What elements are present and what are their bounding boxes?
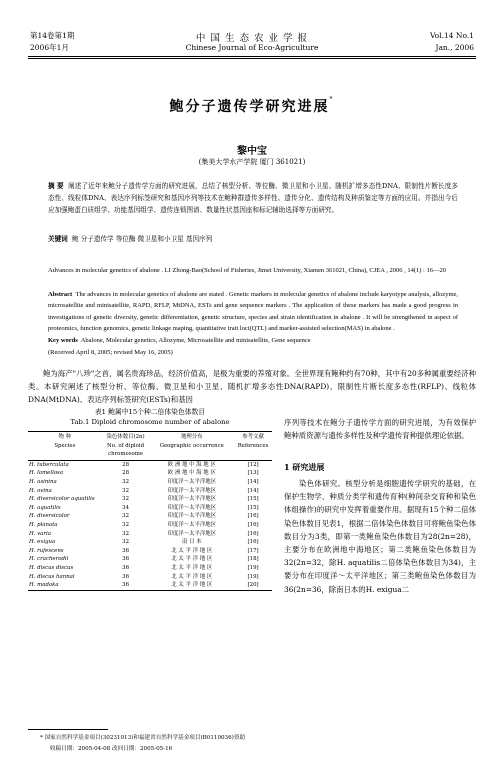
table-row: H. varia 32 印度洋～太平洋地区 [16]: [29, 530, 259, 537]
footnote-rule: [28, 729, 108, 730]
table-header-row: [28, 432, 272, 461]
header-rule-2: [28, 58, 476, 59]
chromosome-table: [28, 431, 272, 591]
keywords-en: [48, 335, 458, 346]
abstract-en-text: The advances in molecular genetics of abalone are stated . Genetic markers in molecular genetics of abalone include karyotype analysis, allozyme, microsatellite and minisatellite, RAPD, RFLP, MtDNA, ESTs and gene sequence markers . The application of these markers has made a good progress in investigations of genetic diversity, genetic differentiation, genetic structure, species and strain identification in abalone . It will be strengthened in aspect of proteomics, function genomics, genetic linkage maping, quantitative trait loci(QTL) and marker-assisted selection(MAS) in abalone .: [48, 291, 459, 333]
col-geography: 地理分布 Geographic occurrence: [149, 432, 234, 461]
abstract-cn-text: 阐述了近年来鲍分子遗传学方面的研究进展，总结了核型分析、等位酶、微卫星和小卫星、随机扩增多态性DNA、限制性片断长度多态性、线粒体DNA、表达序列标签研究和基因序列等技术在鲍种群遗传多样性、遗传分化、遗传结构及种质鉴定等方面的应用。并指出今后应加强鲍蛋白质组学、功能基因组学、遗传连锁图谱、数量性状基因座和标记辅助选择等方面研究。: [48, 182, 458, 214]
keywords-en-text: Abalone, Molecular genetics, Allozyme, Microsatellite and minisatellite, Gene sequence: [80, 337, 311, 344]
footnote-funding: * 国家自然科学基金项目(30231013)和福建省自然科学基金项目(B0110036)资助: [40, 735, 246, 741]
table-caption-cn: 表1 鲍属中15个种二倍体染色体数目: [94, 408, 206, 416]
footnote-dates: 收稿日期：2005-04-08 改回日期：2005-05-16: [50, 746, 173, 752]
table-row: H. discus discus 36 北 太 平 洋 地 区 [19]: [29, 564, 259, 571]
table-row: H. madaka 36 北 太 平 洋 地 区 [20]: [28, 581, 272, 590]
col-references: 参考文献 References: [234, 432, 272, 461]
table-row: H. tuberculata 28 欧 洲 地 中 海 地 区 [12]: [29, 461, 259, 468]
table-row: H. aquatilis 34 印度洋～太平洋地区 [15]: [29, 504, 259, 511]
keywords-cn-label: 关键词: [48, 235, 68, 243]
table-row: H. exigua 32 南 日 本 [16]: [29, 539, 259, 546]
keywords-en-label: Key words: [48, 337, 78, 344]
table-row: H. ovina 32 印度洋～太平洋地区 [14]: [29, 487, 259, 494]
table-row: H. lamellosa 28 欧 洲 地 中 海 地 区 [13]: [29, 470, 259, 477]
table-row: H. cracherodii 36 北 太 平 洋 地 区 [18]: [29, 556, 259, 563]
volume-issue-en: Vol.14 No.1: [429, 31, 474, 40]
col-species: 物 种 Species: [28, 432, 102, 461]
intro-paragraph: 鲍为海产"八珍"之首，属名贵海珍品，经济价值高，是极为重要的养殖对象。全世界现有鲍种约有70种，其中有20多种属重要经济种类。本研究阐述了核型分析、等位酶、微卫星和小卫星、随机扩增多态性DNA(RAPD)、限制性片断长度多态性(RFLP)、线粒体DNA(MtDNA)、表达序列标签研究(ESTs)和基因: [28, 369, 476, 405]
date-cn: 2006年1月: [30, 43, 69, 52]
journal-title-en: Chinese Journal of Eco-Agriculture: [185, 43, 319, 52]
abstract-en: [48, 289, 458, 335]
paper-title: [0, 96, 504, 116]
keywords-cn: [48, 234, 458, 246]
table-row: H. planata 32 印度洋～太平洋地区 [16]: [29, 521, 259, 528]
section-1-text: 染色体研究。核型分析是细胞遗传学研究的基础，在保护生物学、种质分类学和遗传育种(种间杂交育种和染色体组操作)的研究中发挥着重要作用。据现有15个种二倍体染色体数目见表1，根据二倍体染色体数目可将鲍鱼染色体数目分为3类，即第一类鲍鱼染色体数目为28(2n=28)，主要分布在欧洲地中海地区；第二类鲍鱼染色体数目为32(2n=32，除H. aquatilis二倍体染色体数目为34)，主要分布在印度洋～太平洋地区；第三类鲍鱼染色体数目为36(2n=36，除南日本的H. exigua二: [284, 479, 476, 594]
title-footnote-mark: *: [329, 96, 335, 103]
keywords-cn-text: 鲍 分子遗传学 等位酶 微卫星和小卫星 基因序列: [71, 235, 213, 243]
right-column-continuation: 序列等技术在鲍分子遗传学方面的研究进展，为有效保护鲍种质资源与遗传多样性及种学遗传育种提供理论依据。: [284, 418, 476, 441]
section-heading-1: 1 研究进展: [284, 462, 325, 472]
title-text: 鲍分子遗传学研究进展: [169, 99, 330, 115]
table-row: H. rufescens 36 北 太 平 洋 地 区 [17]: [29, 547, 259, 554]
abstract-cn: [48, 181, 458, 216]
affiliation: (集美大学水产学院 厦门 361021): [198, 158, 306, 166]
volume-issue-cn: 第14卷第1期: [30, 31, 75, 40]
citation-en: Advances in molecular genetics of abalone . LI Zhong-Bao(School of Fisheries, Jimei University, Xiamen 361021, China), CJEA , 2006 , 14(1) : 16—20: [48, 267, 446, 274]
table-row: H. diversicolor 32 印度洋～太平洋地区 [16]: [29, 513, 259, 520]
journal-title-cn: 中 国 生 态 农 业 学 报: [195, 33, 309, 44]
header-rule: [28, 56, 476, 57]
abstract-en-label: Abstract: [48, 291, 73, 298]
date-en: Jan., 2006: [435, 43, 474, 52]
received-dates: (Received April 8, 2005; revised May 16, 2005): [48, 349, 173, 356]
abstract-cn-label: 摘 要: [48, 182, 64, 190]
col-chromosome: 染色体数目(2n) No. of diploid chromosome: [102, 432, 150, 461]
table-row: H. diversicolor aquatilis 32 印度洋～太平洋地区 [15]: [29, 496, 259, 503]
table-row: H. asinina 32 印度洋～太平洋地区 [14]: [29, 478, 259, 485]
author: 黎中宝: [237, 146, 267, 157]
table-caption-en: Tab.1 Diploid chromosome number of abalone: [70, 418, 230, 426]
table-row: H. discus hannai 36 北 太 平 洋 地 区 [19]: [29, 573, 259, 580]
